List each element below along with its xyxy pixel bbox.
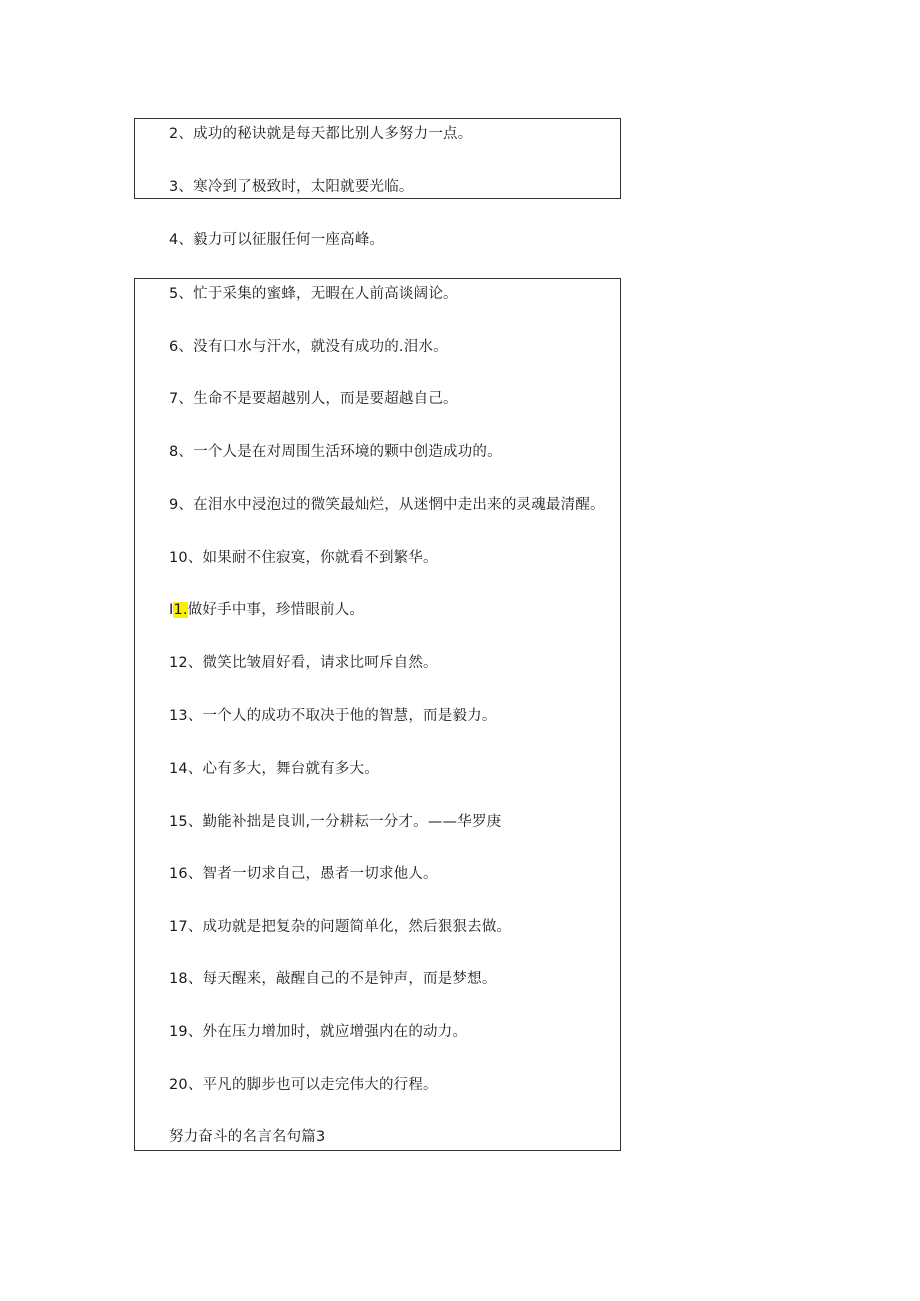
quote-line-11 [169,600,364,620]
quote-line-16: 16、智者一切求自己，愚者一切求他人。 [169,866,438,882]
quote-line-18: 18、每天醒来，敲醒自己的不是钟声，而是梦想。 [169,971,497,987]
quote-line-13: 13、一个人的成功不取决于他的智慧，而是毅力。 [169,708,497,724]
quote-line-8: 8、一个人是在对周围生活环境的颗中创造成功的。 [169,444,502,460]
highlight-mark: 1. [173,602,188,618]
quote-line-17: 17、成功就是把复杂的问题简单化，然后狠狠去做。 [169,919,512,935]
quote-line-2: 2、成功的秘诀就是每天都比别人多努力一点。 [169,126,473,142]
quote-line-11-text: 做好手中事，珍惜眼前人。 [187,602,365,618]
quote-line-6: 6、没有口水与汗水，就没有成功的.泪水。 [169,339,448,355]
quote-line-11-prefix: I [169,602,174,618]
quote-line-15: 15、勤能补拙是良训,一分耕耘一分才。——华罗庚 [169,814,502,830]
quote-line-3: 3、寒冷到了极致时，太阳就要光临。 [169,179,414,195]
quote-line-10: 10、如果耐不住寂寞，你就看不到繁华。 [169,550,438,566]
quote-line-19: 19、外在压力增加时，就应增强内在的动力。 [169,1024,468,1040]
quote-line-9: 9、在泪水中浸泡过的微笑最灿烂，从迷惘中走出来的灵魂最清醒。 [169,497,605,513]
quote-line-20: 20、平凡的脚步也可以走完伟大的行程。 [169,1077,438,1093]
quote-line-4: 4、毅力可以征服任何一座高峰。 [169,232,385,248]
quote-line-14: 14、心有多大，舞台就有多大。 [169,761,379,777]
quote-line-12: 12、微笑比皱眉好看，请求比呵斥自然。 [169,655,438,671]
section-heading: 努力奋斗的名言名句篇3 [169,1129,326,1145]
quote-line-7: 7、生命不是要超越别人，而是要超越自己。 [169,391,458,407]
quote-line-5: 5、忙于采集的蜜蜂，无暇在人前高谈阔论。 [169,286,458,302]
